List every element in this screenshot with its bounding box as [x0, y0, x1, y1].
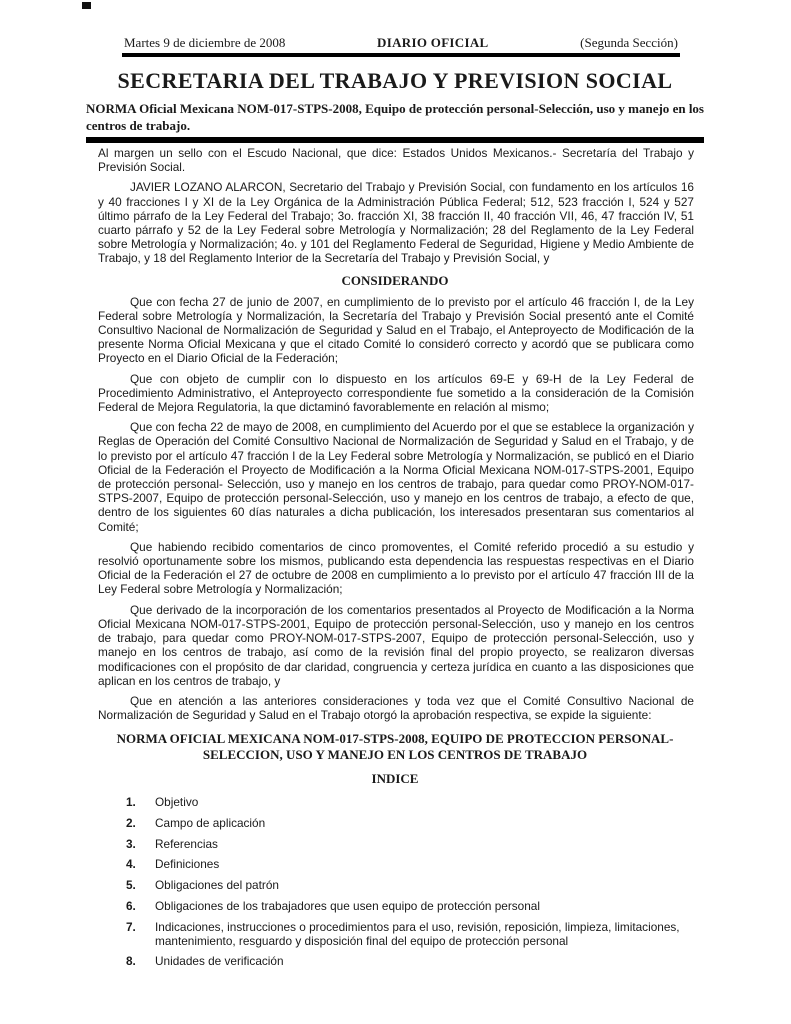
indice-heading: INDICE [371, 771, 419, 787]
body-paragraph: Que con objeto de cumplir con lo dispuesto en los artículos 69-E y 69-H de la Ley Federal de Procedimiento Administrativo, el Anteproyecto correspondiente fue sometido a la consideración de la Comisión Federal de Mejora Regulatoria, la que dictaminó favorablemente en relación al mismo; [98, 371, 694, 415]
indice-item-number: 6. [126, 898, 136, 913]
indice-item-number: 1. [126, 795, 136, 810]
indice-item-label: Objetivo [155, 795, 199, 810]
page-content [86, 34, 704, 975]
body-paragraph: JAVIER LOZANO ALARCON, Secretario del Trabajo y Previsión Social, con fundamento en los artículos 16 y 40 fracciones I y XI de la Ley Orgánica de la Administración Pública Federal; 512, 523 fracción I, 524 y 527 último párrafo de la Ley Federal del Trabajo; 3o. fracción XI, 38 fracción II, 40 fracción VII, 46, 47 fracción IV, 51 cuarto párrafo y 52 de la Ley Federal sobre Metrología y Normalización; 28 del Reglamento de la Ley Federal sobre Metrología y Normalización; 4o. y 101 del Reglamento Federal de Seguridad, Higiene y Medio Ambiente de Trabajo, y 18 del Reglamento Interior de la Secretaría del Trabajo y Previsión Social, y [98, 180, 694, 266]
header-rule [122, 53, 680, 57]
indice-item-label: Unidades de verificación [155, 954, 284, 969]
header-publication: DIARIO OFICIAL [377, 35, 489, 50]
body-paragraph: Al margen un sello con el Escudo Nacional, que dice: Estados Unidos Mexicanos.- Secretaría del Trabajo y Previsión Social. [98, 146, 694, 175]
indice-item-number: 3. [126, 836, 136, 851]
indice-item [126, 920, 694, 948]
body-paragraph: Que con fecha 22 de mayo de 2008, en cumplimiento del Acuerdo por el que se establece la organización y Reglas de Operación del Comité Consultivo Nacional de Normalización de Seguridad y Salud en el Trabajo, y de lo previsto por el artículo 47 fracción I de la Ley Federal sobre Metrología y Normalización, se publicó en el Diario Oficial de la Federación el Proyecto de Modificación a la Norma Oficial Mexicana NOM-017-STPS-2001, Equipo de protección personal- Selección, uso y manejo en los centros de trabajo, para quedar como PROY-NOM-017-STPS-2007, Equipo de protección personal-Selección, uso y manejo en los centros de trabajo, a efecto de que, dentro de los siguientes 60 días naturales a dicha publicación, los interesados presentaran sus comentarios al Comité; [98, 420, 694, 534]
indice-item-number: 4. [126, 857, 136, 872]
divider-bar [86, 137, 704, 143]
norm-title-line: SELECCION, USO Y MANEJO EN LOS CENTROS DE TRABAJO [202, 747, 588, 763]
indice-item-number: 7. [126, 919, 136, 934]
norm-title-line: NORMA OFICIAL MEXICANA NOM-017-STPS-2008, EQUIPO DE PROTECCION PERSONAL- [116, 731, 674, 747]
indice-item-label: Indicaciones, instrucciones o procedimientos para el uso, revisión, reposición, limpieza, limitaciones, mantenimiento, resguardo y disposición final del equipo de protección personal [155, 919, 680, 948]
header-section: (Segunda Sección) [580, 35, 678, 50]
indice-item-label: Referencias [155, 836, 218, 851]
indice-item-number: 5. [126, 878, 136, 893]
body-paragraph: Que derivado de la incorporación de los comentarios presentados al Proyecto de Modificación a la Norma Oficial Mexicana NOM-017-STPS-2001, Equipo de protección personal-Selección, uso y manejo en los centros de trabajo, para quedar como PROY-NOM-017-STPS-2007, Equipo de protección personal-Selección, uso y manejo en los centros de trabajo, así como de la revisión final del propio proyecto, se realizaron diversas modificaciones con el propósito de dar claridad, congruencia y certeza jurídica en cuanto a las disposiciones que aplican en los centros de trabajo, y [98, 602, 694, 688]
indice-item [126, 899, 694, 913]
document-body [86, 146, 704, 266]
agency-title: SECRETARIA DEL TRABAJO Y PREVISION SOCIAL [117, 68, 673, 93]
indice-item-label: Obligaciones de los trabajadores que usen equipo de protección personal [155, 898, 540, 913]
indice-item-number: 8. [126, 954, 136, 969]
scan-artifact-mark [82, 2, 91, 9]
norm-title [86, 731, 704, 763]
indice-item [126, 857, 694, 871]
indice-item-label: Definiciones [155, 857, 220, 872]
header-date: Martes 9 de diciembre de 2008 [124, 35, 286, 50]
indice-list [86, 795, 704, 968]
body-paragraph: Que habiendo recibido comentarios de cinco promoventes, el Comité referido procedió a su estudio y resolvió oportunamente sobre los mismos, publicando esta dependencia las respuestas respectivas en el Diario Oficial de la Federación el 27 de octubre de 2008 en cumplimiento a lo previsto por el artículo 47 fracción III de la Ley Federal sobre Metrología y Normalización; [98, 539, 694, 597]
body-paragraph: Que con fecha 27 de junio de 2007, en cumplimiento de lo previsto por el artículo 46 fracción I, de la Ley Federal sobre Metrología y Normalización, la Secretaría del Trabajo y Previsión Social presentó ante el Comité Consultivo Nacional de Normalización de Seguridad y Salud en el Trabajo, el Anteproyecto de Modificación de la presente Norma Oficial Mexicana y que el citado Comité lo consideró correcto y acordó que se publicara como Proyecto en el Diario Oficial de la Federación; [98, 294, 694, 366]
indice-item-number: 2. [126, 816, 136, 831]
indice-item [126, 795, 694, 809]
indice-item [126, 837, 694, 851]
indice-item [126, 954, 694, 968]
indice-item [126, 878, 694, 892]
considerando-heading: CONSIDERANDO [341, 272, 449, 288]
indice-item [126, 816, 694, 830]
considerando-body [86, 295, 704, 723]
indice-item-label: Obligaciones del patrón [155, 878, 279, 893]
indice-item-label: Campo de aplicación [155, 816, 266, 831]
norm-summary: NORMA Oficial Mexicana NOM-017-STPS-2008, Equipo de protección personal-Selección, uso y manejo en los centros de trabajo. [86, 101, 704, 133]
body-paragraph: Que en atención a las anteriores consideraciones y toda vez que el Comité Consultivo Nacional de Normalización de Seguridad y Salud en el Trabajo otorgó la aprobación respectiva, se expide la siguiente: [98, 693, 694, 723]
running-head [86, 34, 704, 51]
